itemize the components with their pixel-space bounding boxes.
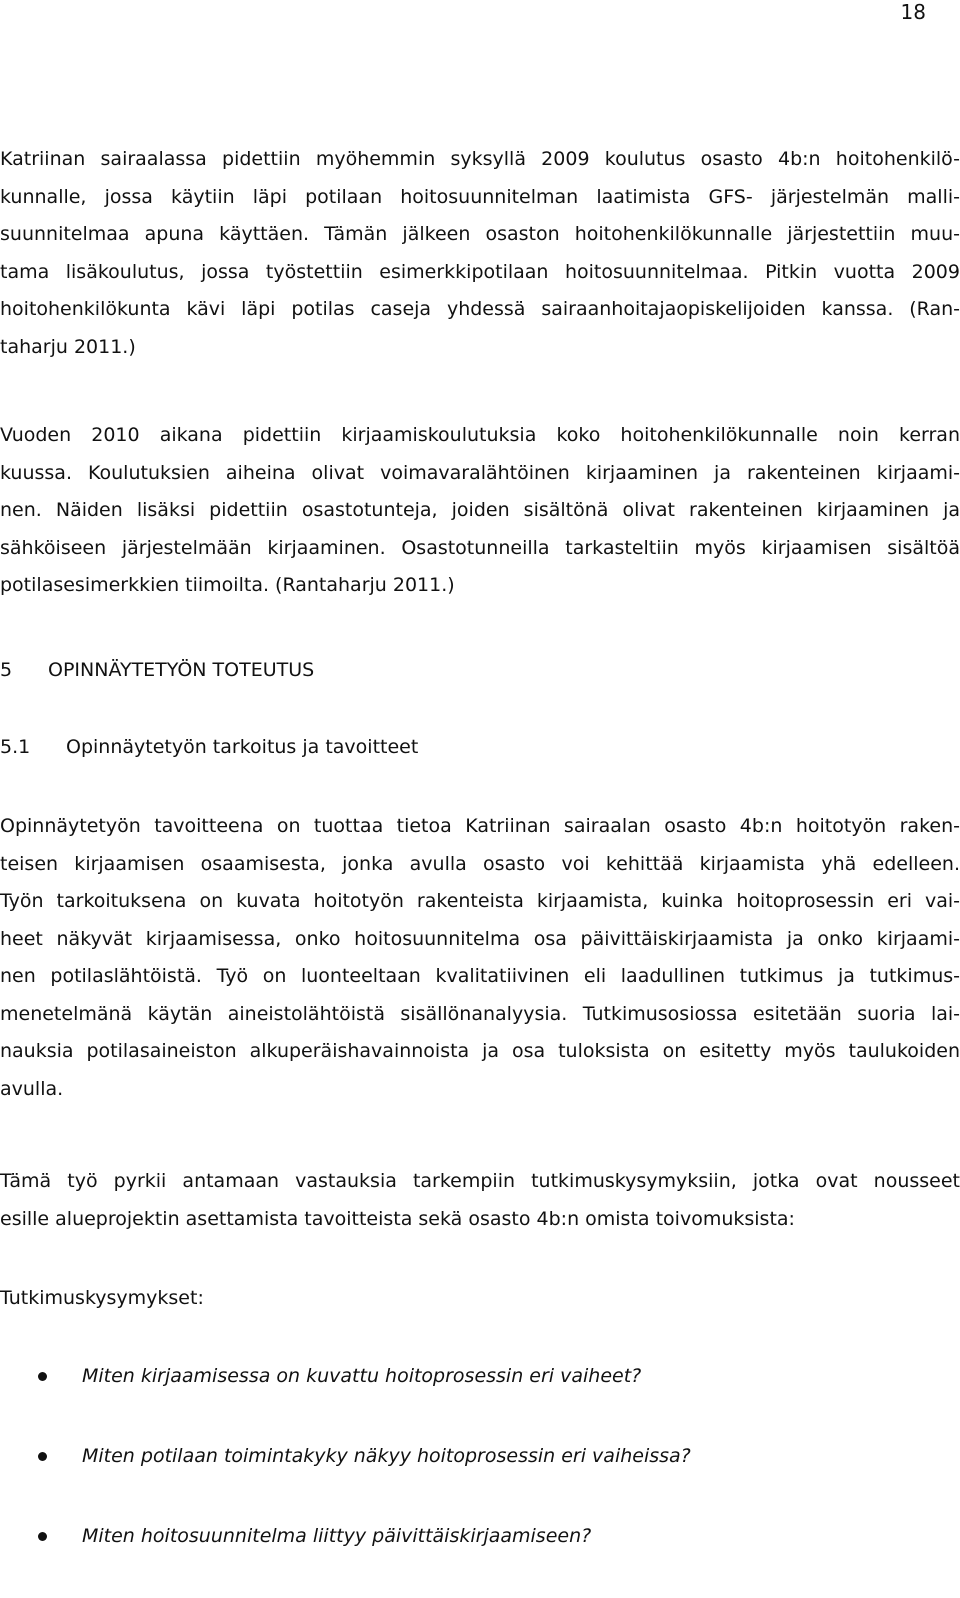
subsection-number: 5.1 bbox=[0, 736, 31, 758]
question-text: Miten hoitosuunnitelma liittyy päivittäiskirjaamiseen? bbox=[82, 1525, 592, 1547]
text-line: sähköiseen järjestelmään kirjaaminen. Osastotunneilla tarkasteltiin myös kirjaamisen sisältöä bbox=[0, 536, 960, 559]
text-line: teisen kirjaamisen osaamisesta, jonka avulla osasto voi kehittää kirjaamista yhä edelleen. bbox=[0, 852, 960, 875]
list-item bbox=[0, 1438, 960, 1518]
text-line: Tämä työ pyrkii antamaan vastauksia tarkempiin tutkimuskysymyksiin, jotka ovat nousseet bbox=[0, 1170, 960, 1192]
question-text: Miten potilaan toimintakyky näkyy hoitoprosessin eri vaiheissa? bbox=[82, 1445, 691, 1467]
text-line: Työn tarkoituksena on kuvata hoitotyön rakenteista kirjaamista, kuinka hoitoprosessin eri vai- bbox=[0, 890, 960, 912]
text-line: esille alueprojektin asettamista tavoitteista sekä osasto 4b:n omista toivomuksista: bbox=[0, 1207, 795, 1230]
section-number: 5 bbox=[0, 659, 13, 681]
text-line: heet näkyvät kirjaamisessa, onko hoitosuunnitelma osa päivittäiskirjaamista ja onko kirjaami- bbox=[0, 927, 960, 950]
text-line: nen potilaslähtöistä. Työ on luonteeltaan kvalitatiivinen eli laadullinen tutkimus ja tutkimus- bbox=[0, 965, 960, 987]
text-line: Vuoden 2010 aikana pidettiin kirjaamiskoulutuksia koko hoitohenkilökunnalle noin kerran bbox=[0, 424, 960, 446]
text-line: nauksia potilasaineiston alkuperäishavainnoista ja osa tuloksista on esitetty myös taulukoiden bbox=[0, 1040, 960, 1062]
research-questions-list bbox=[0, 1358, 960, 1598]
text-line: menetelmänä käytän aineistolähtöistä sisällönanalyysia. Tutkimusosiossa esitetään suoria lai- bbox=[0, 1002, 960, 1025]
text-line: kuussa. Koulutuksien aiheina olivat voimavaralähtöinen kirjaaminen ja rakenteinen kirjaami- bbox=[0, 461, 960, 484]
section-heading bbox=[0, 655, 314, 685]
list-item bbox=[0, 1518, 960, 1598]
text-line: avulla. bbox=[0, 1077, 64, 1100]
page-number: 18 bbox=[900, 0, 926, 24]
text-line: nen. Näiden lisäksi pidettiin osastotunteja, joiden sisältönä olivat rakenteinen kirjaaminen ja bbox=[0, 499, 960, 521]
subsection-heading bbox=[0, 732, 418, 762]
section-title: OPINNÄYTETYÖN TOTEUTUS bbox=[48, 659, 315, 681]
bullet-icon bbox=[38, 1372, 47, 1381]
text-line: tama lisäkoulutus, jossa työstettiin esimerkkipotilaan hoitosuunnitelmaa. Pitkin vuotta 2009 bbox=[0, 260, 960, 283]
text-line: kunnalle, jossa käytiin läpi potilaan hoitosuunnitelman laatimista GFS- järjestelmän malli- bbox=[0, 185, 960, 208]
bullet-icon bbox=[38, 1452, 47, 1461]
text-line: Katriinan sairaalassa pidettiin myöhemmin syksyllä 2009 koulutus osasto 4b:n hoitohenkilö- bbox=[0, 148, 960, 170]
text-line: suunnitelmaa apuna käyttäen. Tämän jälkeen osaston hoitohenkilökunnalle järjestettiin muu- bbox=[0, 223, 960, 245]
research-questions-label: Tutkimuskysymykset: bbox=[0, 1287, 204, 1309]
paragraph-aims bbox=[0, 808, 960, 1108]
text-line: potilasesimerkkien tiimoilta. (Rantaharju 2011.) bbox=[0, 574, 455, 596]
paragraph-training-2010 bbox=[0, 417, 960, 605]
text-line: taharju 2011.) bbox=[0, 335, 136, 358]
text-line: Opinnäytetyön tavoitteena on tuottaa tietoa Katriinan sairaalan osasto 4b:n hoitotyön raken- bbox=[0, 815, 960, 837]
text-line: hoitohenkilökunta kävi läpi potilas caseja yhdessä sairaanhoitajaopiskelijoiden kanssa. (Ran- bbox=[0, 298, 960, 320]
bullet-icon bbox=[38, 1532, 47, 1541]
paragraph-training-2009 bbox=[0, 141, 960, 366]
list-item bbox=[0, 1358, 960, 1438]
paragraph-research-intro bbox=[0, 1163, 960, 1238]
subsection-title: Opinnäytetyön tarkoitus ja tavoitteet bbox=[66, 736, 419, 758]
question-text: Miten kirjaamisessa on kuvattu hoitoprosessin eri vaiheet? bbox=[82, 1365, 642, 1387]
